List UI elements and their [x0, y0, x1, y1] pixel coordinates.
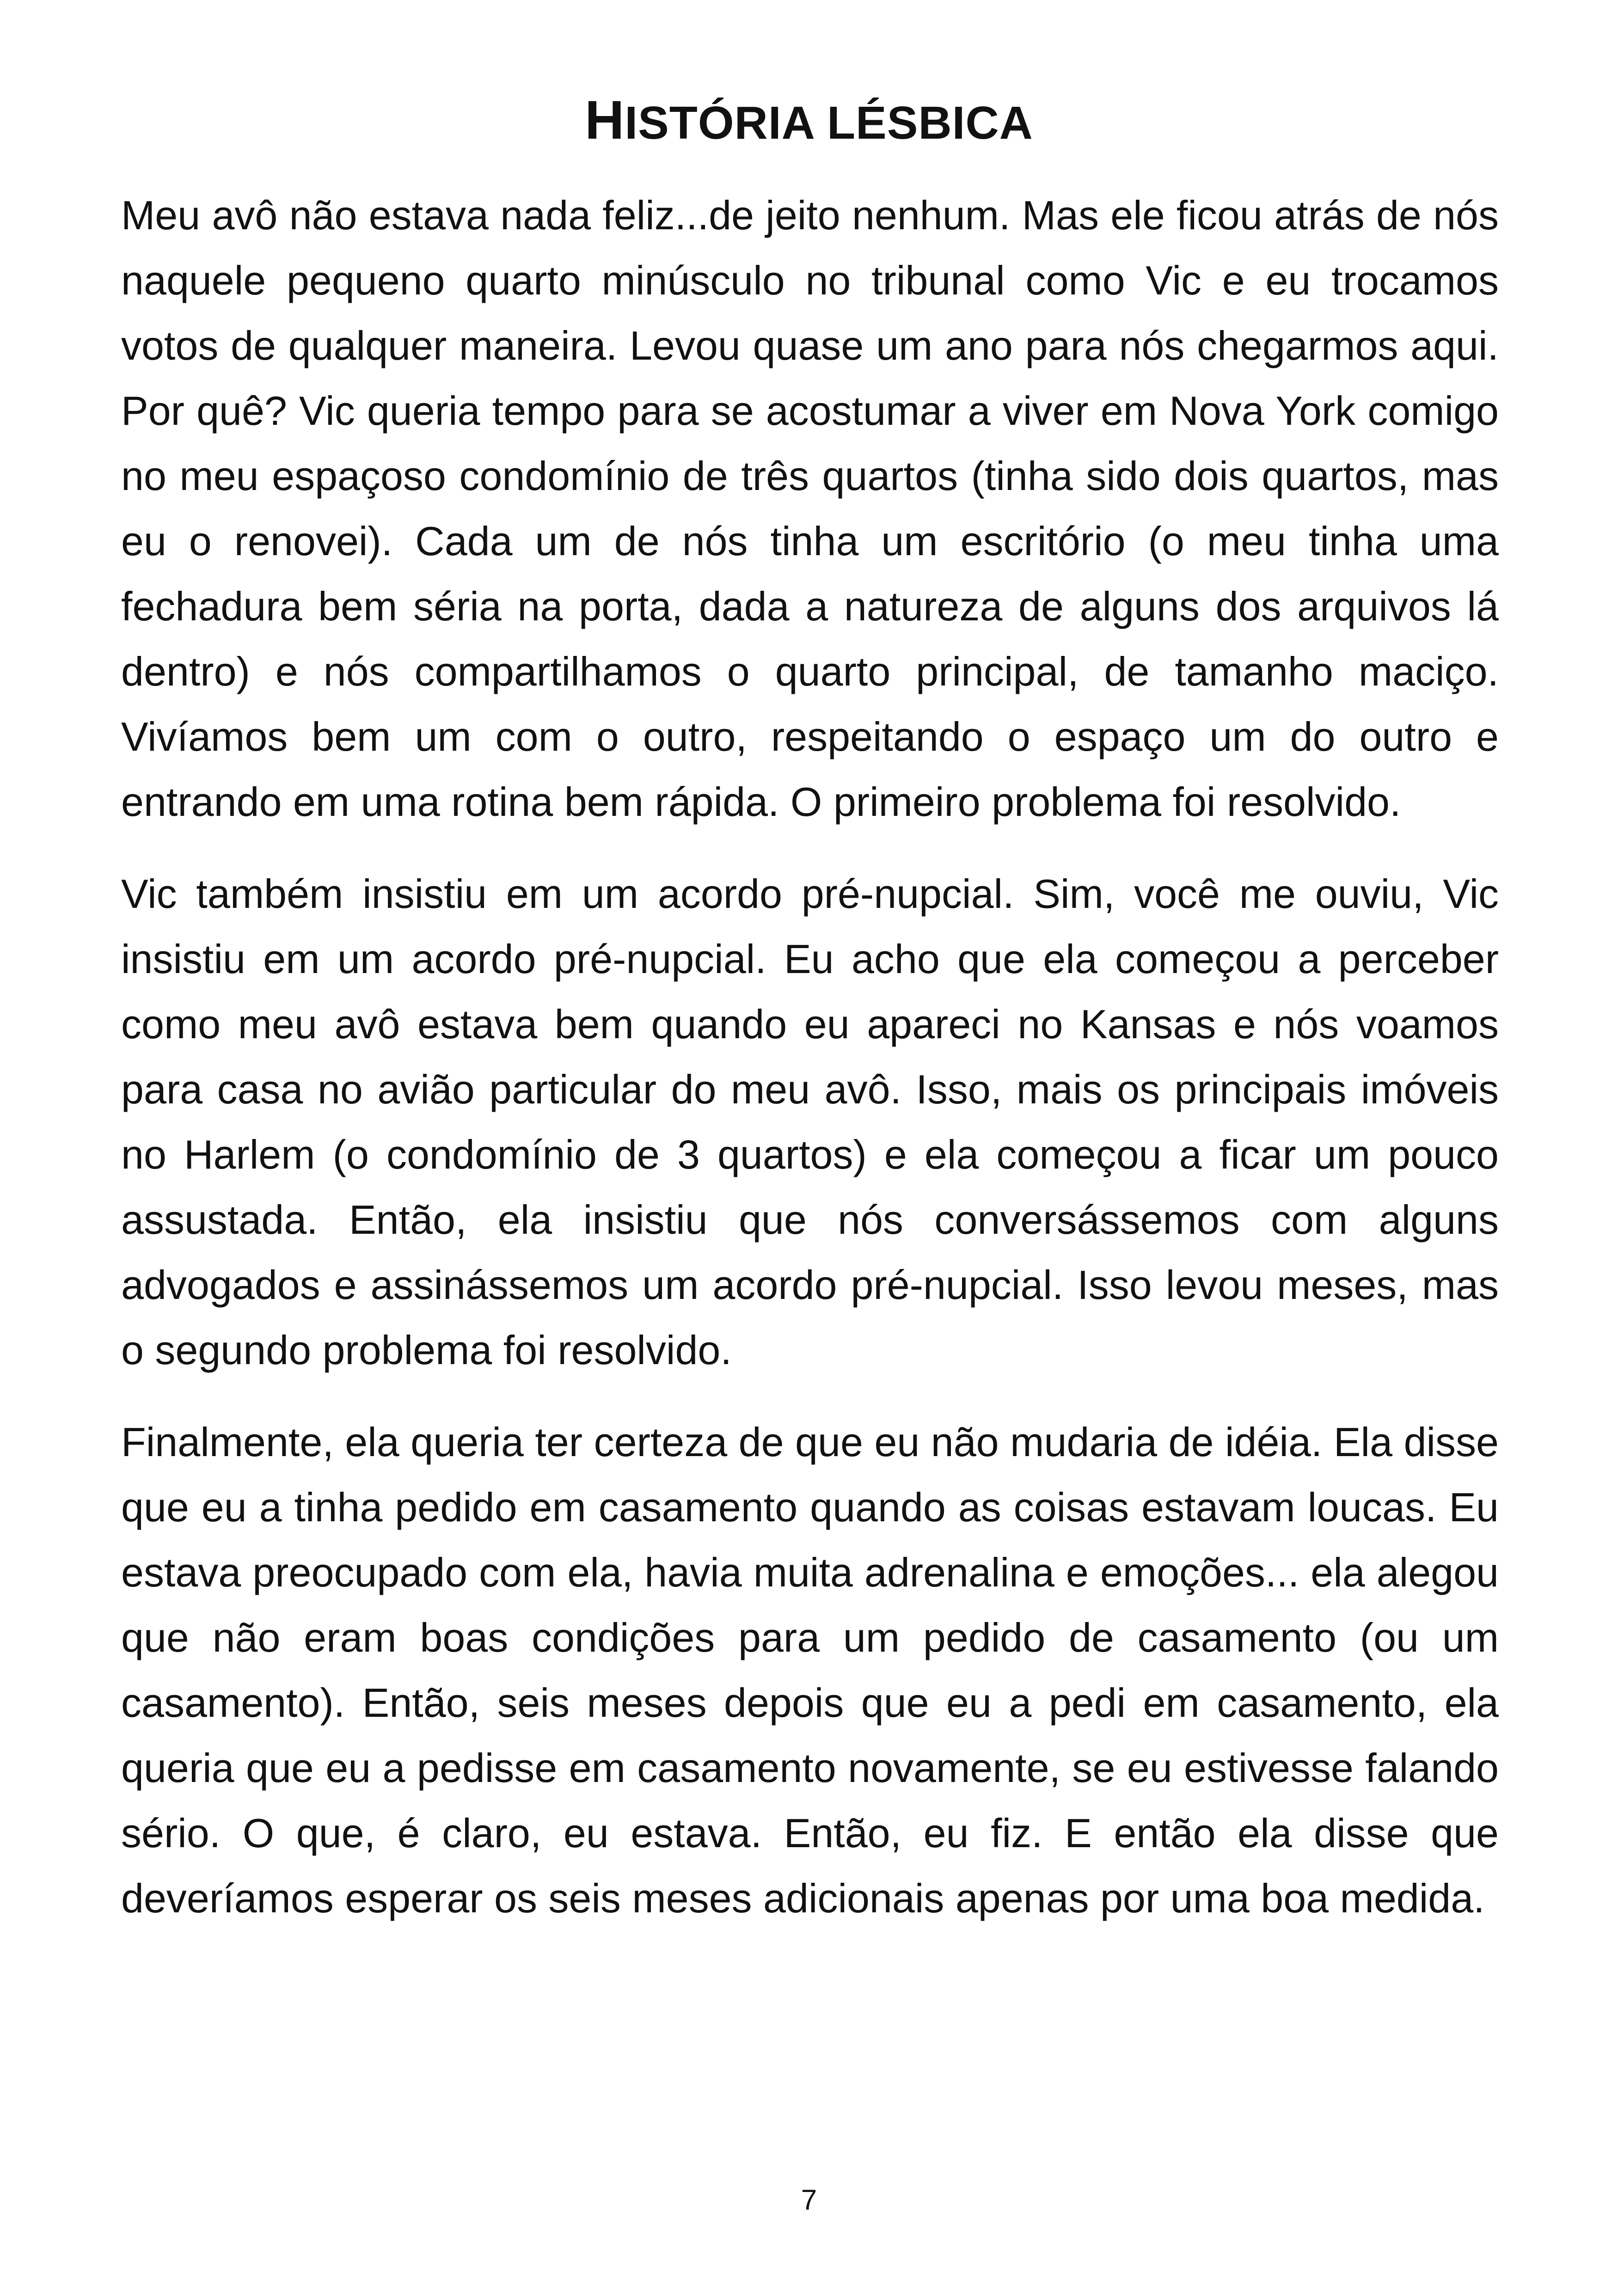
paragraph-1: Meu avô não estava nada feliz...de jeito nenhum. Mas ele ficou atrás de nós naquele pequeno quarto minúsculo no tribunal como Vic e eu trocamos votos de qualquer maneira. Levou quase um ano para nós chegarmos aqui. Por quê? Vic queria tempo para se acostumar a viver em Nova York comigo no meu espaçoso condomínio de três quartos (tinha sido dois quartos, mas eu o renovei). Cada um de nós tinha um escritório (o meu tinha uma fechadura bem séria na porta, dada a natureza de alguns dos arquivos lá dentro) e nós compartilhamos o quarto principal, de tamanho maciço. Vivíamos bem um com o outro, respeitando o espaço um do outro e entrando em uma rotina bem rápida. O primeiro problema foi resolvido. — [121, 192, 1499, 825]
chapter-title-rest: ISTÓRIA LÉSBICA — [625, 97, 1033, 149]
paragraph-3: Finalmente, ela queria ter certeza de que eu não mudaria de idéia. Ela disse que eu a tinha pedido em casamento quando as coisas estavam loucas. Eu estava preocupado com ela, havia muita adrenalina e emoções... ela alegou que não eram boas condições para um pedido de casamento (ou um casamento). Então, seis meses depois que eu a pedi em casamento, ela queria que eu a pedisse em casamento novamente, se eu estivesse falando sério. O que, é claro, eu estava. Então, eu fiz. E então ela disse que deveríamos esperar os seis meses adicionais apenas por uma boa medida. — [121, 1419, 1499, 1921]
chapter-title — [0, 86, 1618, 158]
page-number: 7 — [801, 2184, 817, 2216]
paragraph-2: Vic também insistiu em um acordo pré-nupcial. Sim, você me ouviu, Vic insistiu em um acordo pré-nupcial. Eu acho que ela começou a perceber como meu avô estava bem quando eu apareci no Kansas e nós voamos para casa no avião particular do meu avô. Isso, mais os principais imóveis no Harlem (o condomínio de 3 quartos) e ela começou a ficar um pouco assustada. Então, ela insistiu que nós conversássemos com alguns advogados e assinássemos um acordo pré-nupcial. Isso levou meses, mas o segundo problema foi resolvido. — [121, 871, 1499, 1373]
body-text — [121, 183, 1499, 1958]
chapter-title-initial: H — [585, 90, 625, 151]
